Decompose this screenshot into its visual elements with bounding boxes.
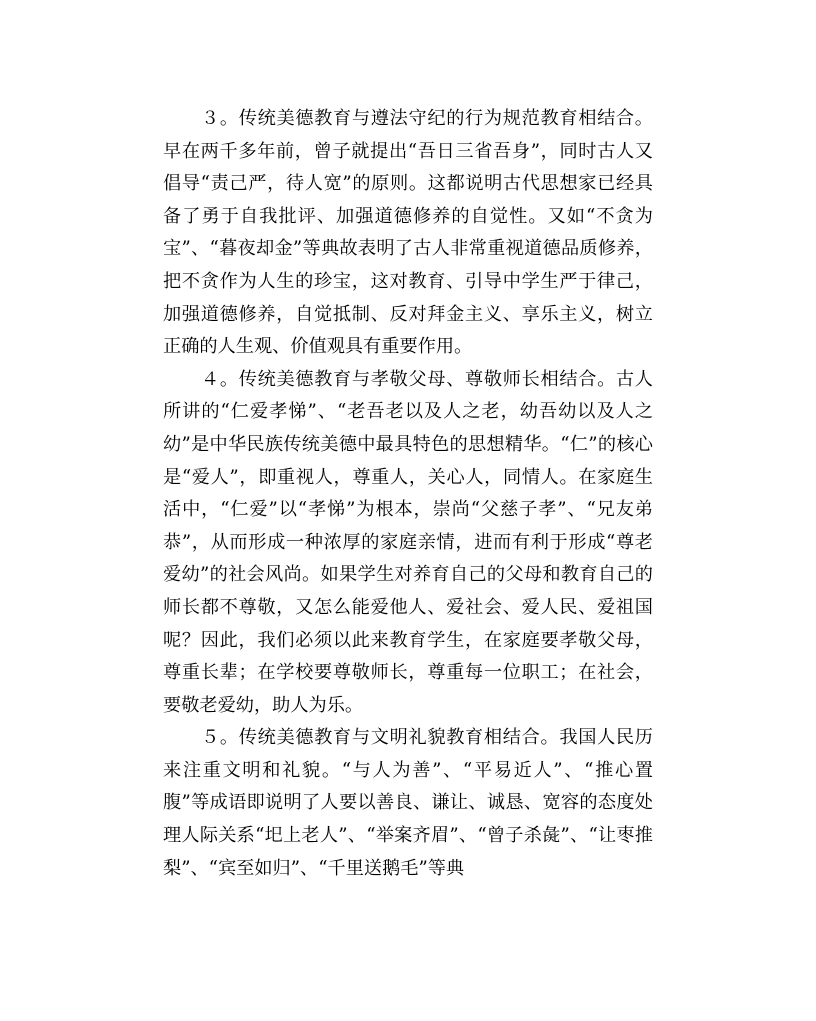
paragraph-5: ５。传统美德教育与文明礼貌教育相结合。我国人民历来注重文明和礼貌。“与人为善”、“平易近人”、“推心置腹”等成语即说明了人要以善良、谦让、诚恳、宽容的态度处理人际关系“圯上老人”、“举案齐眉”、“曾子杀彘”、“让枣推梨”、“宾至如归”、“千里送鹅毛”等典 <box>163 727 653 879</box>
paragraph-3: ３。传统美德教育与遵法守纪的行为规范教育相结合。早在两千多年前，曾子就提出“吾日三省吾身”，同时古人又倡导“责己严，待人宽”的原则。这都说明古代思想家已经具备了勇于自我批评、加强道德修养的自觉性。又如“不贪为宝”、“暮夜却金”等典故表明了古人非常重视道德品质修养，把不贪作为人生的珍宝，这对教育、引导中学生严于律己，加强道德修养，自觉抵制、反对拜金主义、享乐主义，树立正确的人生观、价值观具有重要作用。 <box>163 108 653 358</box>
paragraph-4: ４。传统美德教育与孝敬父母、尊敬师长相结合。古人所讲的“仁爱孝悌”、“老吾老以及人之老，幼吾幼以及人之幼”是中华民族传统美德中最具特色的思想精华。“仁”的核心是“爱人”，即重视人，尊重人，关心人，同情人。在家庭生活中，“仁爱”以“孝悌”为根本，崇尚“父慈子孝”、“兄友弟恭”，从而形成一种浓厚的家庭亲情，进而有利于形成“尊老爱幼”的社会风尚。如果学生对养育自己的父母和教育自己的师长都不尊敬，又怎么能爱他人、爱社会、爱人民、爱祖国呢？因此，我们必须以此来教育学生，在家庭要孝敬父母，尊重长辈；在学校要尊敬师长，尊重每一位职工；在社会，要敬老爱幼，助人为乐。 <box>163 368 653 716</box>
body-text <box>163 103 653 885</box>
